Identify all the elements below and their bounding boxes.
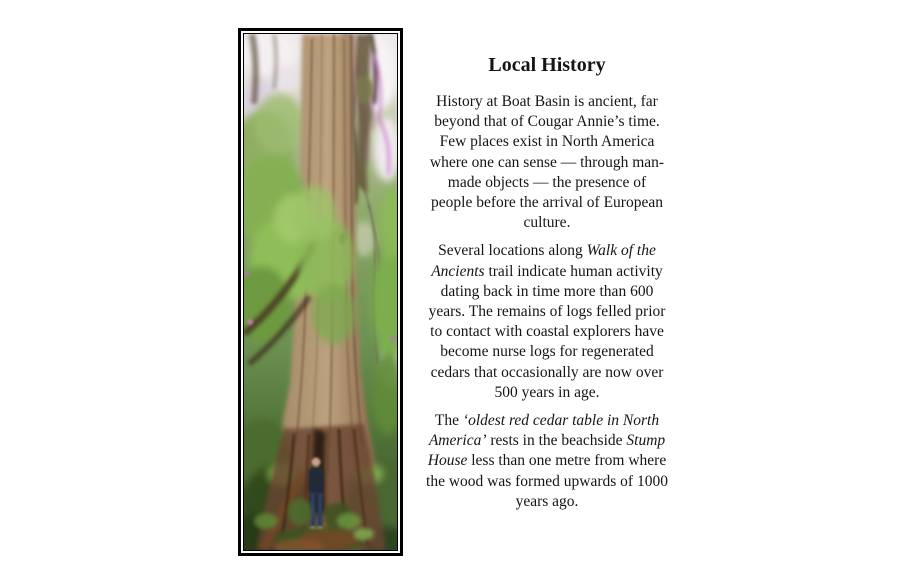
tree-photo [243,33,398,551]
tree-photo-illustration [244,34,397,550]
paragraph: History at Boat Basin is ancient, far beyond that of Cougar Annie’s time. Few places exist in North America where one can sense — through man-made objects — the presence of people before the arrival of European culture. [429,93,665,232]
local-history-article [426,53,668,520]
paragraph: Several locations along Walk of the Ancients trail indicate human activity dating back in time more than 600 years. The remains of logs felled prior to contact with coastal explorers have become nurse logs for regenerated cedars that occasionally are now over 500 years in age. [428,242,666,401]
paragraph: The ‘oldest red cedar table in North America’ rests in the beachside Stump House less than one metre from where the wood was formed upwards of 1000 years ago. [426,412,668,510]
tree-photo-frame [238,28,403,556]
article-title: Local History [488,54,606,76]
article-body [426,92,668,512]
